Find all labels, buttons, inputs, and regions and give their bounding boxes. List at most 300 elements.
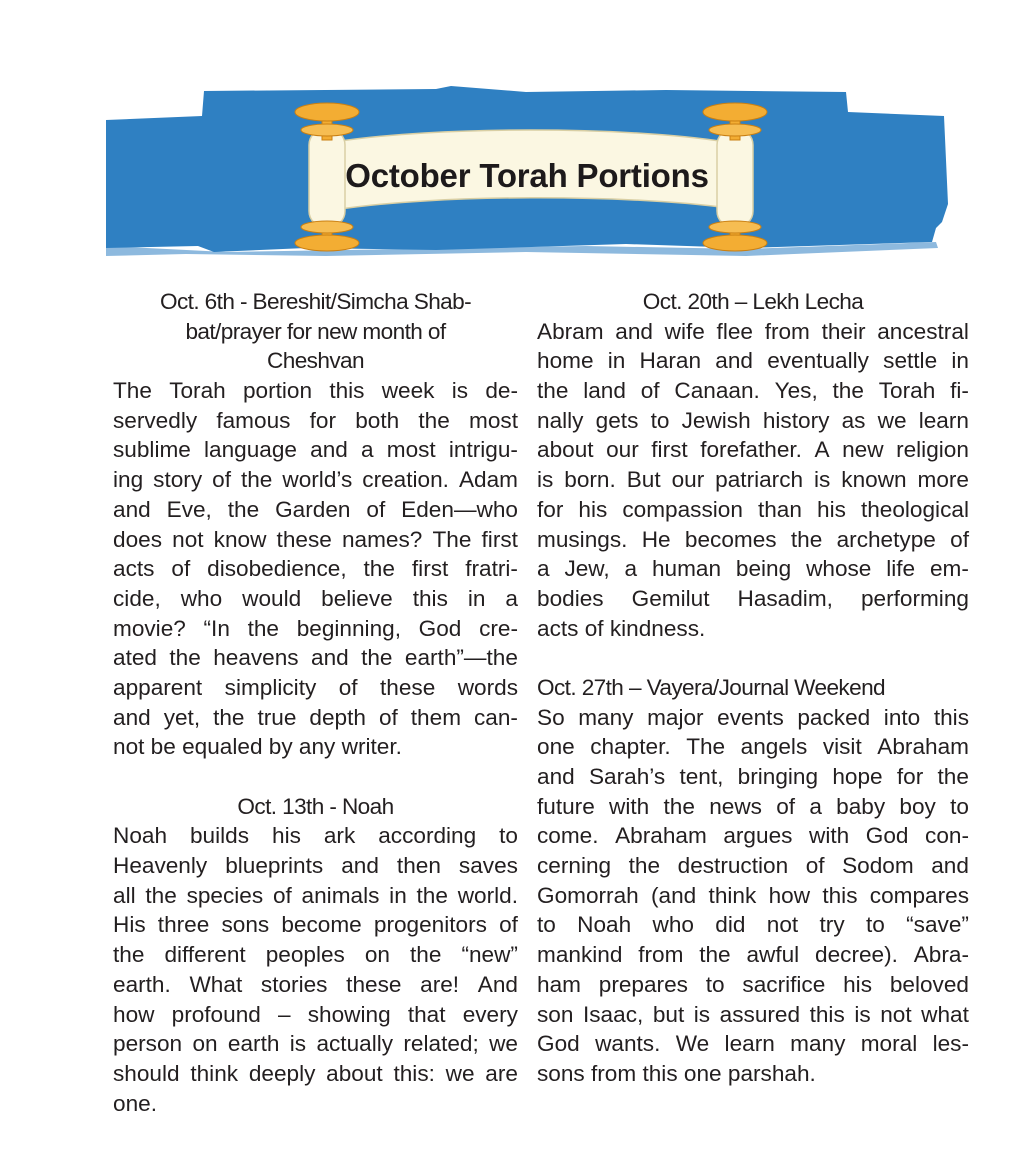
word: the [416,882,448,908]
paragraph-line: sons from this one parshah. [537,1060,816,1086]
word: person [113,1031,183,1057]
word: that [407,1001,446,1027]
word: of [805,853,825,879]
word: disobedience, [207,556,347,582]
word: Haran [639,348,702,374]
word: the [699,942,731,968]
word: prepares [598,971,688,997]
word: many [578,704,634,730]
word: we [877,407,907,433]
word: can- [474,704,518,730]
word: Heavenly [113,853,208,879]
word: blueprints [225,853,324,879]
section-heading: Oct. 27th – Vayera/Journal Weekend [537,674,886,700]
word: apparent [113,674,203,700]
word: “save” [906,912,969,938]
word: what [921,1001,969,1027]
word: first [481,526,518,552]
paragraph-line [113,821,518,851]
paragraph-line [537,346,969,376]
paragraph-line [113,584,518,614]
word: And [477,971,518,997]
word: a [809,793,822,819]
paragraph-line [537,406,969,436]
word: believe [321,585,393,611]
word: of [338,674,358,700]
word: argues [723,823,793,849]
word: world. [457,882,518,908]
word: ancestral [877,318,969,344]
section-vayera [537,673,969,1089]
word: movie? [113,615,186,641]
word: not [766,912,799,938]
paragraph-line [113,376,518,406]
word: fi- [950,378,969,404]
section-heading: Oct. 20th – Lekh Lecha [642,289,864,314]
word: these [346,971,402,997]
word: a [537,556,550,582]
word: les- [932,1031,969,1057]
word: we [445,1060,475,1086]
word: hope [832,764,883,789]
word: major [647,704,704,730]
word: and [931,853,969,879]
word: history [762,407,830,433]
section-bereshit [113,287,518,762]
word: compassion [622,496,743,522]
word: about [537,437,594,463]
word: The [432,526,472,552]
word: beginning, [296,615,401,641]
word: and [113,496,151,522]
right-column [537,287,969,1089]
word: with [809,823,850,849]
word: son [537,1001,574,1027]
word: not [172,526,204,552]
word: first [651,437,688,463]
section-noah [113,792,518,1119]
word: ated [113,645,157,671]
word: according [378,823,477,849]
word: this [933,704,969,730]
word: our [671,467,705,493]
word: both [355,407,400,433]
paragraph-line [113,614,518,644]
word: of [499,912,518,938]
word: con- [925,823,969,849]
word: deeply [248,1060,316,1086]
word: religion [896,437,969,463]
paragraph-line [113,1059,518,1089]
word: these [276,526,332,552]
word: settle [883,348,938,374]
word: land [583,378,626,404]
paragraph-line [113,851,518,881]
word: packed [797,704,871,730]
word: all [113,882,136,908]
paragraph-line [537,525,969,555]
word: from [764,318,810,344]
word: Canaan. [674,378,760,404]
word: are! [420,971,460,997]
section-heading: Oct. 13th - Noah [237,793,394,819]
word: sons [221,912,270,938]
word: different [164,942,246,968]
word: Torah [878,378,936,404]
paragraph-line [537,792,969,822]
word: to [537,912,556,938]
word: the [113,942,145,968]
word: showing [307,1001,391,1027]
word: species [186,882,264,908]
paragraph-line [537,762,969,792]
word: of [171,556,191,582]
paragraph-line [537,317,969,347]
word: Abraham [877,734,969,760]
word: and [310,437,348,463]
word: is [854,1001,871,1027]
word: would [242,585,302,611]
word: Adam [458,467,518,493]
word: from [638,942,684,968]
word: gets [595,407,639,433]
word: for [309,407,337,433]
word: born. [564,467,616,493]
word: future [537,793,595,819]
word: intrigu- [448,437,518,463]
word: earth”—the [404,645,518,671]
word: sublime [113,437,191,463]
word: assured [719,1001,801,1027]
word: destruction [677,853,789,879]
word: to [950,793,969,819]
page-title: October Torah Portions [345,157,709,194]
word: eventually [767,348,869,374]
word: of [272,882,292,908]
word: related; [403,1031,479,1057]
word: “new” [461,942,518,968]
word: Garden [275,496,351,522]
paragraph-line [113,940,518,970]
word: the [537,378,569,404]
left-column [113,287,518,1118]
word: how [113,1001,155,1027]
word: into [883,704,921,730]
word: Gemilut [631,585,710,611]
section-heading: Cheshvan [267,348,364,374]
word: profound [171,1001,261,1027]
word: sacrifice [742,971,826,997]
word: his [817,496,846,522]
word: Abram [537,318,604,344]
word: He [641,526,671,552]
word: performing [860,585,969,611]
word: week [381,378,435,404]
word: Sodom [842,853,914,879]
word: Sarah’s [588,764,666,789]
word: A [814,437,830,463]
paragraph-line [113,465,518,495]
paragraph-line [537,435,969,465]
word: most [386,437,436,463]
word: known [841,467,907,493]
word: compares [869,882,969,908]
word: ark [323,823,356,849]
word: peoples [265,942,345,968]
paragraph-line [537,703,969,733]
word: than [757,496,802,522]
word: Isaac, [582,1001,644,1027]
word: who [180,585,223,611]
word: many [790,1031,846,1057]
word: did [715,912,746,938]
paragraph-line [113,703,518,733]
word: for [896,764,924,789]
word: Eve, [166,496,212,522]
word: the [937,764,969,789]
word: simplicity [224,674,317,700]
paragraph-line [537,851,969,881]
word: earth [227,1031,280,1057]
word: three [157,912,210,938]
word: in [951,348,969,374]
word: cide, [113,585,161,611]
word: this [809,1001,845,1027]
paragraph-line [113,1000,518,1030]
word: Jew, [564,556,610,582]
word: But [626,467,661,493]
paragraph-line [537,376,969,406]
word: baby [836,793,886,819]
word: who [652,912,694,938]
paragraph-line [113,435,518,465]
word: to [865,912,885,938]
word: flee [716,318,753,344]
paragraph-line [113,525,518,555]
word: His [113,912,146,938]
word: a [624,556,638,582]
paragraph-line: one. [113,1090,157,1116]
paragraph-line [113,970,518,1000]
word: visit [822,734,862,760]
word: and [341,853,379,879]
word: the [361,645,393,671]
paragraph-line [537,495,969,525]
word: ham [537,971,581,997]
word: the [247,615,280,641]
word: and [615,318,653,344]
word: home [537,348,594,374]
word: nally [537,407,584,433]
word: being [735,556,792,582]
word: Hasadim, [737,585,833,611]
word: depth [309,704,366,730]
word: on [192,1031,218,1057]
paragraph-line: acts of kindness. [537,615,706,641]
word: world’s [282,467,353,493]
word: in [389,882,407,908]
word: angels [740,734,808,760]
word: these [380,674,436,700]
word: how [768,882,811,908]
word: his [272,823,301,849]
paragraph-line [537,1029,969,1059]
word: God [865,823,909,849]
word: news [709,793,762,819]
word: Jewish [681,407,751,433]
word: them [410,704,462,730]
section-heading: Oct. 6th - Bereshit/Simcha Shab- [159,289,472,314]
word: names? [341,526,423,552]
paragraph-line [537,910,969,940]
word: the [410,942,442,968]
word: come. [537,823,599,849]
word: The [113,378,152,404]
word: a [361,437,374,463]
word: famous [216,407,291,433]
word: to [705,971,725,997]
paragraph-line: not be equaled by any writer. [113,734,402,760]
word: new [842,437,884,463]
word: of [378,704,398,730]
word: this [329,378,365,404]
word: actually [316,1031,394,1057]
word: cre- [479,615,518,641]
word: moral [860,1031,918,1057]
word: God [418,615,462,641]
word: progenitors [373,912,487,938]
word: words [457,674,518,700]
word: events [717,704,784,730]
word: we [489,1031,518,1057]
word: bodies [537,585,604,611]
word: What [189,971,243,997]
section-spacer [537,643,969,673]
word: become [281,912,362,938]
word: Noah [113,823,168,849]
paragraph-line [537,465,969,495]
word: wants. [595,1031,661,1057]
word: life [886,556,916,582]
word: theological [860,496,969,522]
paragraph-line [537,940,969,970]
word: de- [485,378,518,404]
paragraph-line [537,970,969,1000]
word: one [537,734,575,760]
word: stories [260,971,328,997]
paragraph-line [537,881,969,911]
word: in [607,348,626,374]
word: to [650,407,670,433]
word: the [227,496,260,522]
word: saves [458,853,518,879]
word: think [708,882,757,908]
word: is [537,467,554,493]
word: the [628,853,661,879]
paragraph-line [113,910,518,940]
word: ing [113,467,144,493]
word: (and [651,882,697,908]
word: and [113,704,151,730]
word: of [366,496,386,522]
word: The [686,734,726,760]
word: human [651,556,722,582]
word: Yes, [774,378,818,404]
word: are [485,1060,518,1086]
word: Abraham [615,823,707,849]
word: to [499,823,518,849]
word: Gomorrah [537,882,639,908]
word: their [821,318,866,344]
word: builds [189,823,250,849]
word: story [153,467,203,493]
word: and [537,764,575,789]
word: this [822,882,858,908]
word: this [412,585,448,611]
banner [106,86,948,258]
word: our [606,437,639,463]
word: should [113,1060,180,1086]
word: yet, [163,704,201,730]
word: is [693,1001,711,1027]
word: the [145,882,177,908]
word: the [363,556,395,582]
word: first [411,556,449,582]
section-heading: bat/prayer for new month of [185,318,446,344]
word: and [715,348,753,374]
word: bringing [737,764,819,789]
paragraph-line [537,584,969,614]
word: heavens [213,645,299,671]
word: becomes [684,526,777,552]
word: wife [664,318,705,344]
paragraph-line [113,643,518,673]
word: em- [929,556,969,582]
word: acts [113,556,155,582]
word: the [213,704,245,730]
word: a [505,585,518,611]
word: patriarch [715,467,804,493]
word: Torah [169,378,226,404]
word: archetype [836,526,936,552]
word: is [451,378,469,404]
word: God [537,1031,580,1057]
section-lekh-lecha [537,287,969,643]
paragraph-line [113,554,518,584]
word: the [832,378,864,404]
word: this: [393,1060,435,1086]
word: for [537,496,564,522]
word: tent, [679,764,724,789]
section-spacer [113,762,518,792]
word: the [169,645,201,671]
word: – [278,1001,291,1027]
word: of [776,793,796,819]
word: Eden—who [401,496,518,522]
paragraph-line [113,673,518,703]
word: animals [301,882,380,908]
word: decree). [815,942,898,968]
word: creation. [362,467,449,493]
word: every [462,1001,518,1027]
word: true [257,704,297,730]
word: then [396,853,441,879]
word: chapter. [590,734,671,760]
paragraph-line [113,881,518,911]
word: mankind [537,942,623,968]
word: think [190,1060,239,1086]
word: as [841,407,866,433]
